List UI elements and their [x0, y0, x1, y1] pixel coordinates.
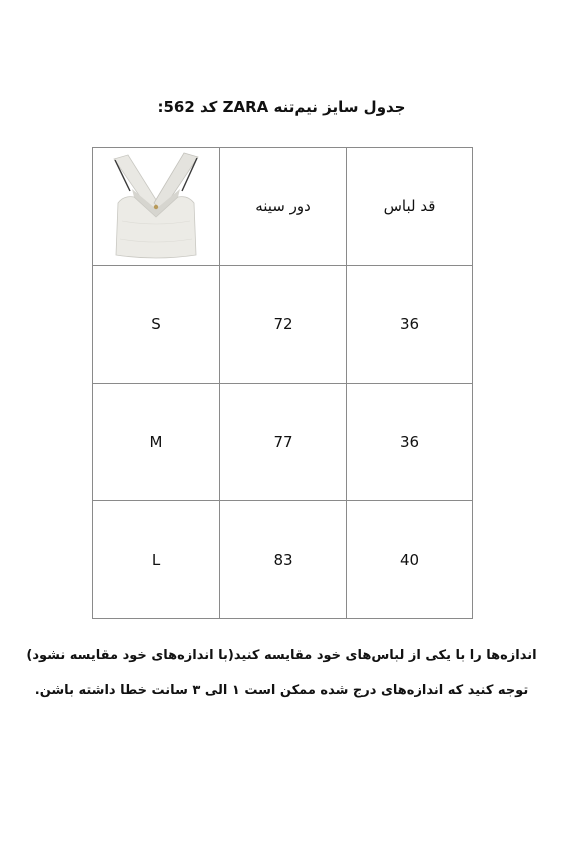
bust-header-label: دور سینه	[255, 197, 311, 216]
page-title: جدول سایز نیم‌تنه ZARA کد 562:	[157, 98, 406, 116]
bust-cell: 77	[220, 383, 347, 501]
size-cell: L	[93, 501, 220, 619]
table-row	[93, 501, 473, 619]
size-cell: M	[93, 383, 220, 501]
length-cell: 36	[347, 265, 473, 383]
bust-header	[220, 148, 347, 266]
crop-top-product-image	[108, 151, 204, 261]
table-row	[93, 383, 473, 501]
length-header-label: قد لباس	[383, 197, 436, 216]
length-cell: 40	[347, 501, 473, 619]
size-chart-table	[92, 147, 473, 619]
size-cell: S	[93, 265, 220, 383]
length-cell: 36	[347, 383, 473, 501]
bust-cell: 83	[220, 501, 347, 619]
bust-cell: 72	[220, 265, 347, 383]
product-image-cell	[93, 148, 220, 266]
tolerance-note: توجه کنید که اندازه‌های درج شده ممکن است ۱ الی ۳ سانت خطا داشته باشن.	[34, 683, 529, 698]
table-row	[93, 265, 473, 383]
table-header-row	[93, 148, 473, 266]
comparison-note: اندازه‌ها را با یکی از لباس‌های خود مقایسه کنید(با اندازه‌های خود مقایسه نشود)	[26, 648, 537, 663]
length-header	[347, 148, 473, 266]
